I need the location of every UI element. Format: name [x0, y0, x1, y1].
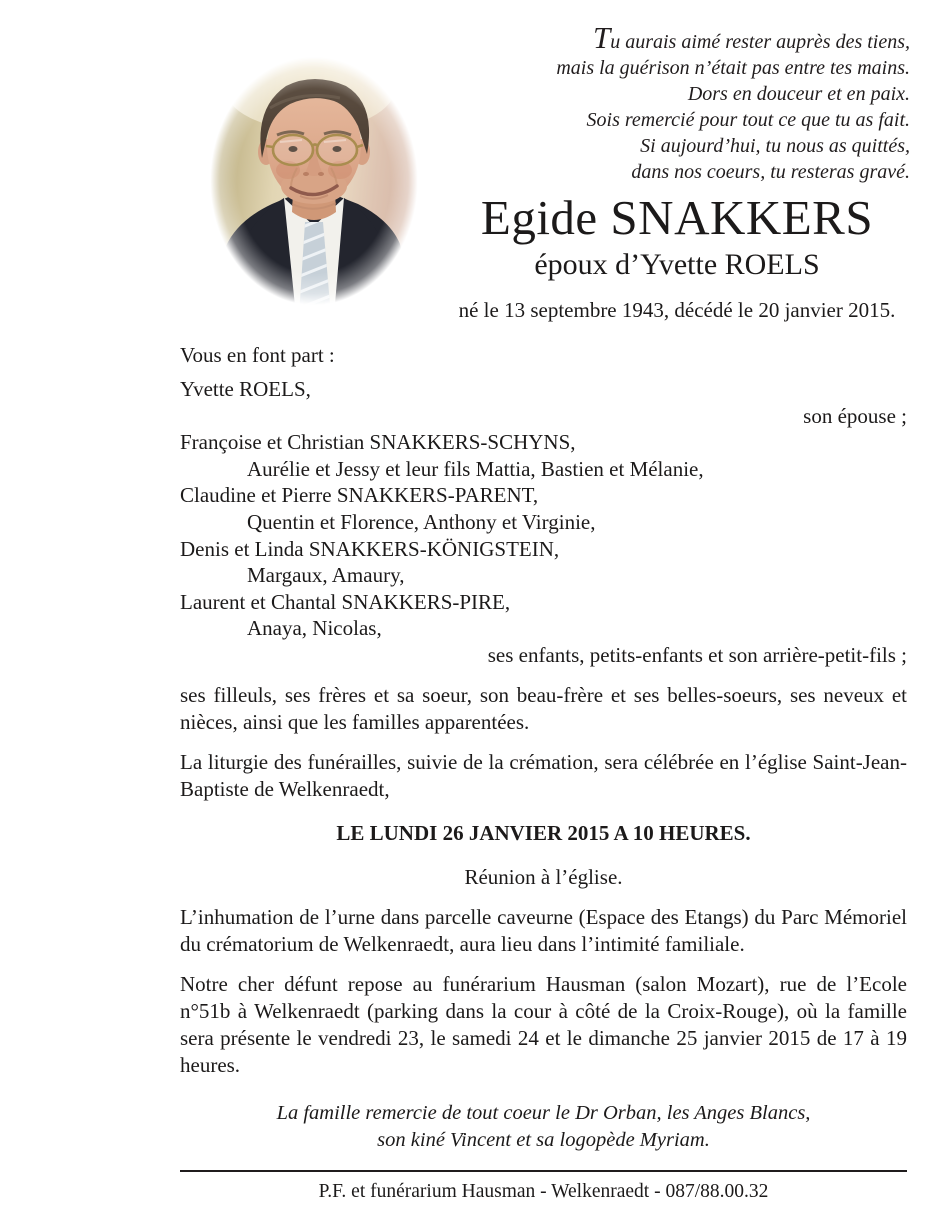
poem-line: mais la guérison n’était pas entre tes mains.: [556, 57, 910, 79]
family-list: [180, 376, 907, 669]
thanks-line: La famille remercie de tout coeur le Dr Orban, les Anges Blancs,: [276, 1101, 811, 1124]
announcement-intro: Vous en font part :: [180, 343, 335, 367]
announcement-body: [180, 342, 907, 1205]
church-meeting-line: Réunion à l’église.: [464, 864, 623, 889]
family-line: Anaya, Nicolas,: [247, 616, 382, 641]
portrait-photo: [200, 46, 428, 316]
portrait-illustration: [200, 46, 428, 316]
funeral-home-info: P.F. et funérarium Hausman - Welkenraedt - 087/88.00.32: [318, 1180, 769, 1202]
footer-divider: [180, 1170, 907, 1172]
poem-line: Sois remercié pour tout ce que tu as fait.: [586, 109, 910, 131]
card-header: [0, 0, 947, 332]
poem-line: Si aujourd’hui, tu nous as quittés,: [640, 135, 910, 157]
thanks-line: son kiné Vincent et sa logopède Myriam.: [377, 1129, 710, 1152]
family-line: son épouse ;: [803, 403, 907, 428]
family-line: Laurent et Chantal SNAKKERS-PIRE,: [180, 589, 511, 614]
inhumation-paragraph: L’inhumation de l’urne dans parcelle caveurne (Espace des Etangs) du Parc Mémoriel du crématorium de Welkenraedt, aura lieu dans l’intimité familiale.: [180, 904, 907, 956]
repose-paragraph: Notre cher défunt repose au funérarium Hausman (salon Mozart), rue de l’Ecole n°51b à Welkenraedt (parking dans la cour à côté de la Croix-Rouge), où la famille sera présente le vendredi 23, le samedi 24 et le dimanche 25 janvier 2015 de 17 à 19 heures.: [180, 971, 907, 1077]
family-line: Denis et Linda SNAKKERS-KÖNIGSTEIN,: [180, 536, 560, 561]
family-line: Aurélie et Jessy et leur fils Mattia, Bastien et Mélanie,: [247, 456, 704, 481]
family-line: Françoise et Christian SNAKKERS-SCHYNS,: [180, 430, 576, 455]
family-line: Quentin et Florence, Anthony et Virginie,: [247, 509, 596, 534]
memorial-poem: [430, 20, 910, 185]
poem-line: Dors en douceur et en paix.: [687, 83, 910, 105]
deceased-identity: [438, 192, 916, 323]
ceremony-datetime: LE LUNDI 26 JANVIER 2015 A 10 HEURES.: [336, 820, 751, 845]
liturgy-paragraph: La liturgie des funérailles, suivie de la crémation, sera célébrée en l’église Saint-Jean-Baptiste de Welkenraedt,: [180, 749, 907, 801]
family-line: Claudine et Pierre SNAKKERS-PARENT,: [180, 483, 539, 508]
family-line: Margaux, Amaury,: [247, 563, 405, 588]
poem-line: dans nos coeurs, tu resteras gravé.: [631, 161, 910, 183]
family-thanks: [180, 1100, 907, 1155]
birth-death-dates: né le 13 septembre 1943, décédé le 20 janvier 2015.: [458, 297, 896, 322]
family-line: Yvette ROELS,: [180, 377, 311, 401]
poem-line: Tu aurais aimé rester auprès des tiens,: [592, 20, 910, 55]
spouse-line: époux d’Yvette ROELS: [534, 247, 820, 281]
deceased-name: Egide SNAKKERS: [480, 190, 874, 245]
relatives-paragraph: ses filleuls, ses frères et sa soeur, son beau-frère et ses belles-soeurs, ses neveux et nièces, ainsi que les familles apparentées.: [180, 682, 907, 734]
family-line: ses enfants, petits-enfants et son arrière-petit-fils ;: [487, 642, 907, 667]
